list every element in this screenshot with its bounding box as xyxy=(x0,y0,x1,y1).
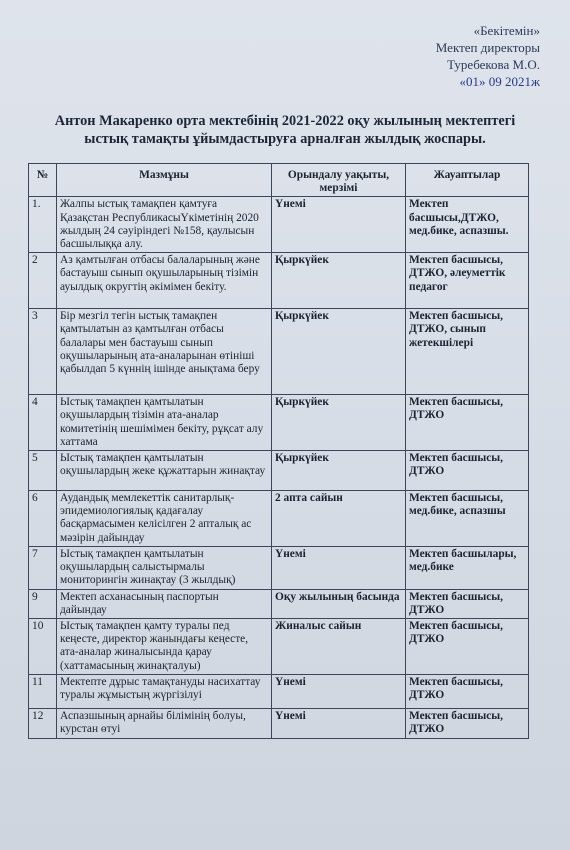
row-responsible: Мектеп басшысы,ДТЖО, мед.бике, аспазшы. xyxy=(406,197,529,253)
table-row xyxy=(29,253,529,309)
row-number: 10 xyxy=(29,619,57,675)
approval-line-1: «Бекітемін» xyxy=(473,23,540,38)
row-content: Аз қамтылған отбасы балаларының және бастауыш сынып оқушыларының тізімін ауылдық округтің әкімімен бекіту. xyxy=(57,253,272,309)
header-number: № xyxy=(29,164,57,197)
row-responsible: Мектеп басшысы, ДТЖО, әлеуметтік педагог xyxy=(406,253,529,309)
row-number: 11 xyxy=(29,675,57,709)
row-responsible: Мектеп басшылары, мед.бике xyxy=(406,547,529,590)
title-line-1: Антон Макаренко орта мектебінің 2021-2022 оқу жылының мектептегі xyxy=(54,113,516,129)
row-time: Үнемі xyxy=(272,547,406,590)
table-row xyxy=(29,547,529,590)
row-number: 12 xyxy=(29,709,57,739)
table-row xyxy=(29,451,529,491)
row-number: 7 xyxy=(29,547,57,590)
row-responsible: Мектеп басшысы, ДТЖО, сынып жетекшілері xyxy=(406,309,529,395)
row-content: Ыстық тамақпен қамтылатын оқушылардың салыстырмалы мониторингін жинақтау (3 жылдық) xyxy=(57,547,272,590)
approval-block xyxy=(436,22,540,90)
table-row xyxy=(29,197,529,253)
row-content: Аспазшының арнайы білімінің болуы, курстан өтуі xyxy=(57,709,272,739)
row-time: Үнемі xyxy=(272,197,406,253)
row-number: 5 xyxy=(29,451,57,491)
row-content: Ыстық тамақпен қамту туралы пед кеңесте, директор жанындағы кеңесте, ата-аналар жиналысында қарау (хаттамасының жинақталуы) xyxy=(57,619,272,675)
title-line-2: ыстық тамақты ұйымдастыруға арналған жылдық жоспары. xyxy=(84,131,486,147)
row-number: 4 xyxy=(29,395,57,451)
row-time: Оқу жылының басында xyxy=(272,589,406,618)
row-time: Қыркүйек xyxy=(272,253,406,309)
row-responsible: Мектеп басшысы, мед.бике, аспазшы xyxy=(406,491,529,547)
row-time: Үнемі xyxy=(272,675,406,709)
row-time: 2 апта сайын xyxy=(272,491,406,547)
row-time: Қыркүйек xyxy=(272,395,406,451)
table-row xyxy=(29,589,529,618)
row-number: 2 xyxy=(29,253,57,309)
row-content: Аудандық мемлекеттік санитарлық-эпидемиологиялық қадағалау басқармасымен келісілген 2 апталық ас мәзірін дайындау xyxy=(57,491,272,547)
header-time: Орындалу уақыты, мерзімі xyxy=(272,164,406,197)
approval-line-2: Мектеп директоры xyxy=(435,40,540,55)
row-content: Ыстық тамақпен қамтылатын оқушылардың тізімін ата-аналар комитетінің шешімімен бекіту, рұқсат алу хаттама xyxy=(57,395,272,451)
plan-table xyxy=(28,163,529,739)
row-content: Бір мезгіл тегін ыстық тамақпен қамтылатын аз қамтылған отбасы балалары мен бастауыш сынып оқушыларының ата-аналарынан өтініші қабылдап 5 күннің ішінде анықтама беру xyxy=(57,309,272,395)
table-row xyxy=(29,675,529,709)
row-responsible: Мектеп басшысы, ДТЖО xyxy=(406,675,529,709)
table-row xyxy=(29,619,529,675)
row-content: Ыстық тамақпен қамтылатын оқушылардың жеке құжаттарын жинақтау xyxy=(57,451,272,491)
table-header-row xyxy=(29,164,529,197)
row-number: 6 xyxy=(29,491,57,547)
row-time: Үнемі xyxy=(272,709,406,739)
approval-date: «01» 09 2021ж xyxy=(459,74,540,89)
table-row xyxy=(29,395,529,451)
header-content: Мазмұны xyxy=(57,164,272,197)
row-responsible: Мектеп басшысы, ДТЖО xyxy=(406,709,529,739)
row-number: 1. xyxy=(29,197,57,253)
table-row xyxy=(29,491,529,547)
row-responsible: Мектеп басшысы, ДТЖО xyxy=(406,589,529,618)
row-time: Қыркүйек xyxy=(272,309,406,395)
row-content: Жалпы ыстық тамақпен қамтуға Қазақстан РеспубликасыҮкіметінің 2020 жылдың 24 сәуіріндегі №158, қаулысын басшылыққа алу. xyxy=(57,197,272,253)
document-title xyxy=(20,112,550,148)
row-time: Қыркүйек xyxy=(272,451,406,491)
row-content: Мектепте дұрыс тамақтануды насихаттау туралы жұмыстың жүргізілуі xyxy=(57,675,272,709)
row-number: 3 xyxy=(29,309,57,395)
header-responsible: Жауаптылар xyxy=(406,164,529,197)
row-responsible: Мектеп басшысы, ДТЖО xyxy=(406,619,529,675)
row-time: Жиналыс сайын xyxy=(272,619,406,675)
row-responsible: Мектеп басшысы, ДТЖО xyxy=(406,451,529,491)
row-number: 9 xyxy=(29,589,57,618)
approval-line-3: Туребекова М.О. xyxy=(447,57,540,72)
row-content: Мектеп асханасының паспортын дайындау xyxy=(57,589,272,618)
table-row xyxy=(29,309,529,395)
row-responsible: Мектеп басшысы, ДТЖО xyxy=(406,395,529,451)
table-row xyxy=(29,709,529,739)
